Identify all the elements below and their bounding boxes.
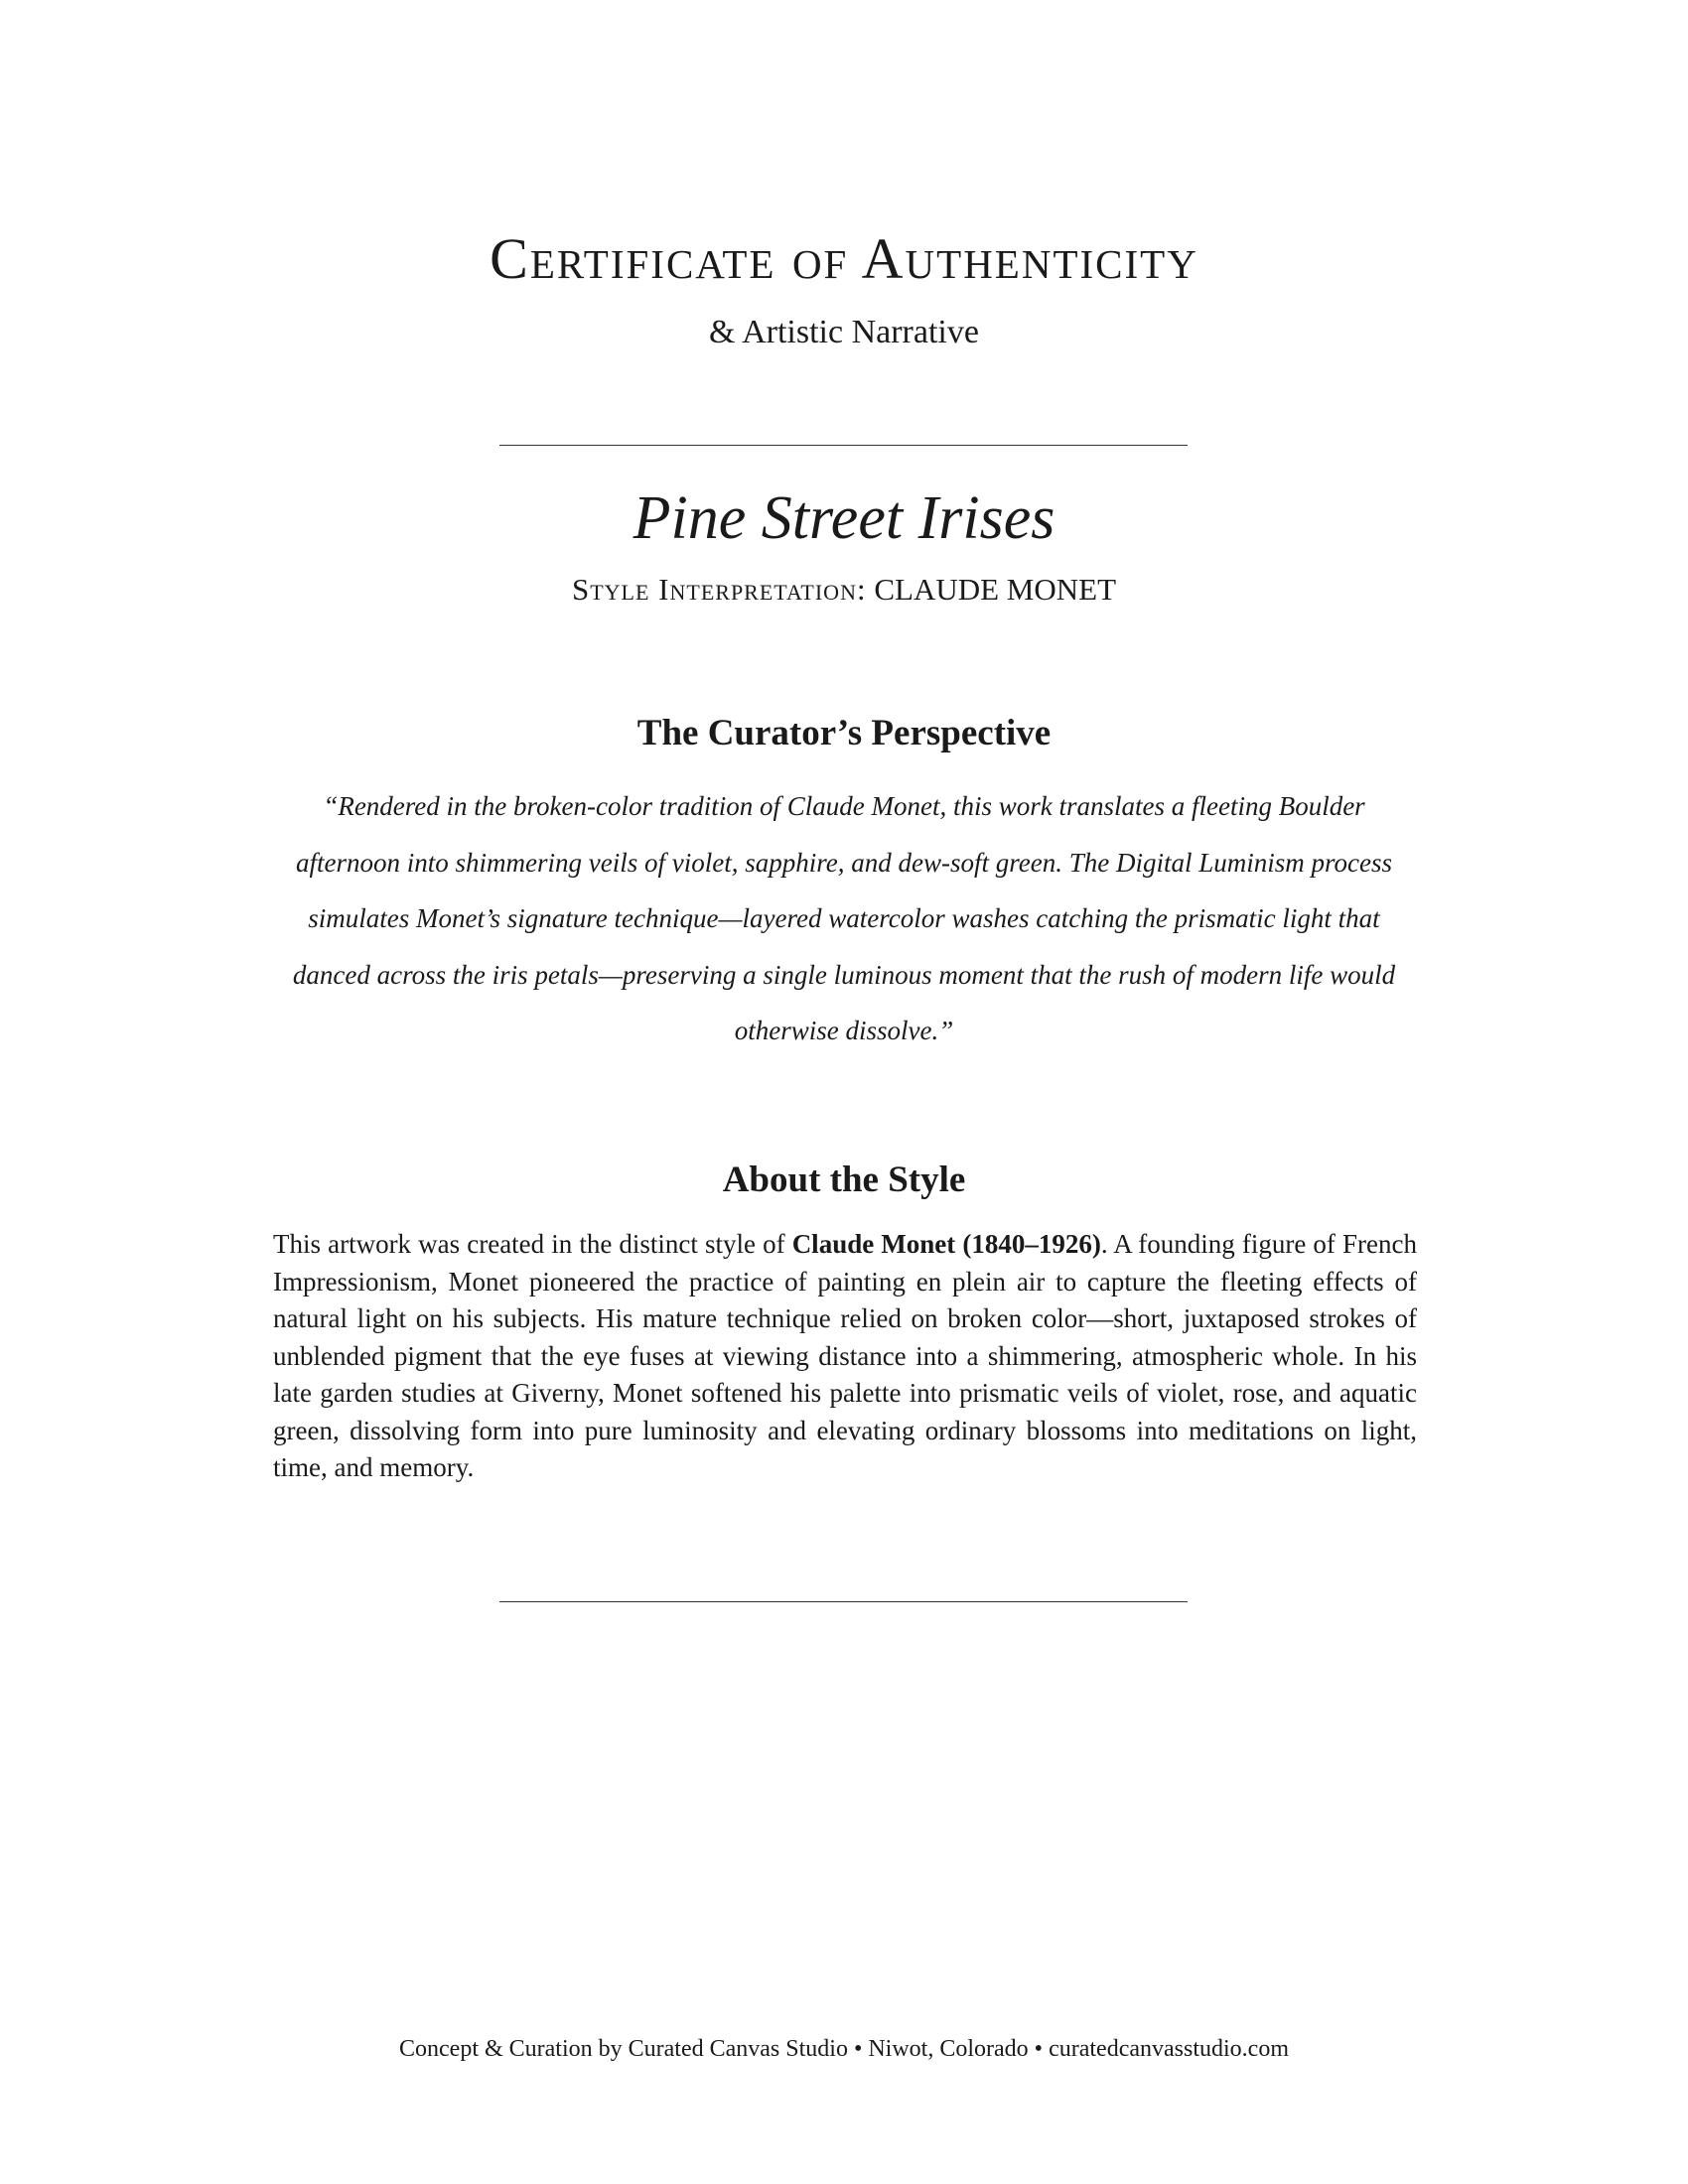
certificate-subtitle: & Artistic Narrative	[709, 314, 979, 350]
bottom-divider	[499, 1601, 1188, 1602]
style-interpretation-line	[0, 574, 1688, 605]
top-divider	[499, 445, 1188, 446]
about-style-heading: About the Style	[722, 1160, 966, 1200]
about-body-text: . A founding figure of French Impressionism, Monet pioneered the practice of painting en plein air to capture the fleeting effects of natural light on his subjects. His mature technique relied on broken color—short, juxtaposed strokes of unblended pigment that the eye fuses at viewing distance into a shimmering, atmospheric whole. In his late garden studies at Giverny, Monet softened his palette into prismatic veils of violet, rose, and aquatic green, dissolving form into pure luminosity and elevating ordinary blossoms into meditations on light, time, and memory.	[273, 1229, 1417, 1482]
style-artist-name: CLAUDE MONET	[874, 572, 1116, 607]
about-intro-text: This artwork was created in the distinct style of	[273, 1229, 792, 1259]
certificate-title: Certificate of Authenticity	[490, 226, 1198, 291]
artist-name-dates: Claude Monet (1840–1926)	[791, 1229, 1101, 1259]
style-interpretation-label: Style Interpretation:	[571, 572, 867, 607]
curator-heading: The Curator’s Perspective	[636, 713, 1052, 753]
footer-credit: Concept & Curation by Curated Canvas Studio • Niwot, Colorado • curatedcanvasstudio.com	[399, 2036, 1289, 2062]
about-style-paragraph	[273, 1226, 1417, 1487]
curator-quote: “Rendered in the broken-color tradition of Claude Monet, this work translates a fleeting Boulder afternoon into shimmering veils of violet, sapphire, and dew-soft green. The Digital Luminism process simulates Monet’s signature technique—layered watercolor washes catching the prismatic light that danced across the iris petals—preserving a single luminous moment that the rush of modern life would otherwise dissolve.”	[292, 791, 1396, 1045]
artwork-title: Pine Street Irises	[633, 484, 1055, 552]
